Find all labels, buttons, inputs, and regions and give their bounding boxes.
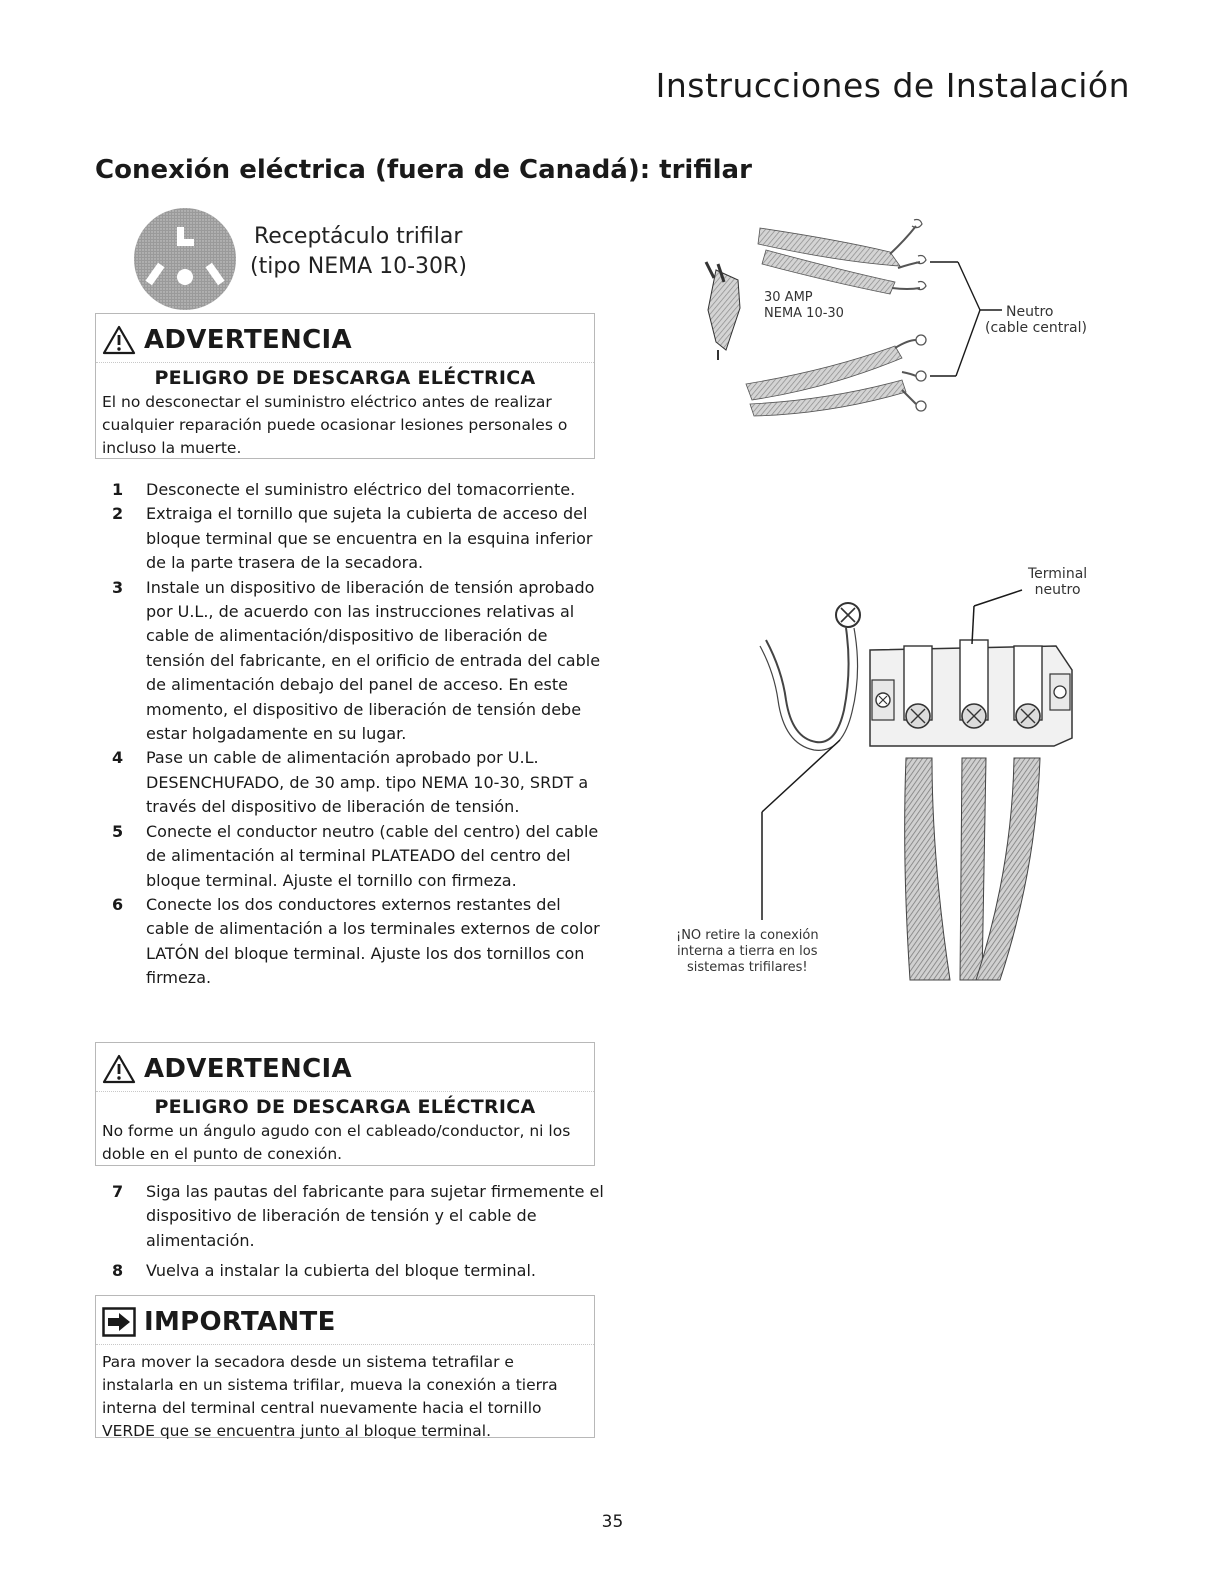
- step-number: 4: [112, 748, 124, 768]
- step-text: Siga las pautas del fabricante para sujetar firmemente el dispositivo de liberación de tensión y el cable de alimentación.: [146, 1182, 604, 1250]
- step-text: Vuelva a instalar la cubierta del bloque terminal.: [146, 1261, 536, 1281]
- step-item: [112, 576, 607, 747]
- step-number: 2: [112, 504, 124, 524]
- section-title: Conexión eléctrica (fuera de Canadá): trifilar: [95, 155, 752, 185]
- step-number: 5: [112, 821, 124, 841]
- step-text: Desconecte el suministro eléctrico del tomacorriente.: [146, 480, 576, 499]
- step-text: Conecte el conductor neutro (cable del centro) del cable de alimentación al terminal PLATEADO del centro del bloque terminal. Ajuste el tornillo con firmeza.: [146, 821, 599, 890]
- step-item: [112, 1259, 607, 1283]
- step-item: [112, 478, 607, 502]
- arrow-right-icon: [102, 1307, 136, 1337]
- important-title: IMPORTANTE: [144, 1307, 336, 1337]
- warning-triangle-icon: [102, 1054, 136, 1084]
- warning-triangle-icon: [102, 325, 136, 355]
- plug-amp-label: 30 AMP: [764, 290, 813, 305]
- step-number: 8: [112, 1261, 124, 1281]
- warning-box: [95, 313, 595, 459]
- page-header: Instrucciones de Instalación: [655, 66, 1130, 105]
- terminal-block-diagram: [680, 560, 1100, 990]
- step-text: Conecte los dos conductores externos restantes del cable de alimentación a los terminales externos de color LATÓN del bloque terminal. Ajuste los dos tornillos con firmeza.: [146, 894, 600, 988]
- ground-warning-line1: ¡NO retire la conexión: [676, 928, 819, 943]
- important-header: [96, 1296, 594, 1345]
- step-item: [112, 746, 607, 819]
- warning-box: [95, 1042, 595, 1166]
- neutral-terminal-label: [1028, 566, 1087, 598]
- important-body: Para mover la secadora desde un sistema tetrafilar e instalarla en un sistema trifilar, mueva la conexión a tierra interna del terminal central nuevamente hacia el tornillo VERDE que se encuentra junto al bloque terminal.: [102, 1353, 558, 1440]
- step-number: 6: [112, 894, 124, 914]
- step-item: [112, 1180, 607, 1253]
- steps-list: [112, 478, 607, 991]
- step-item: [112, 502, 607, 575]
- step-number: 1: [112, 480, 124, 499]
- warning-title: ADVERTENCIA: [144, 1054, 352, 1084]
- step-text: Pase un cable de alimentación aprobado por U.L. DESENCHUFADO, de 30 amp. tipo NEMA 10-30, SRDT a través del dispositivo de liberación de tensión.: [146, 748, 589, 817]
- ground-warning-label: [676, 928, 819, 976]
- receptacle-icon: [133, 207, 237, 311]
- plug-nema-label: NEMA 10-30: [764, 306, 844, 321]
- warning-subtitle: PELIGRO DE DESCARGA ELÉCTRICA: [154, 1096, 536, 1118]
- warning-header: [96, 1043, 594, 1092]
- receptacle-type: (tipo NEMA 10-30R): [250, 254, 467, 279]
- neutral-terminal-title: Terminal: [1028, 566, 1088, 582]
- step-number: 3: [112, 577, 124, 597]
- warning-subtitle: PELIGRO DE DESCARGA ELÉCTRICA: [154, 367, 536, 389]
- warning-header: [96, 314, 594, 363]
- step-text: Instale un dispositivo de liberación de tensión aprobado por U.L., de acuerdo con las instrucciones relativas al cable de alimentación/dispositivo de liberación de tensión del fabricante, en el orificio de entrada del cable de alimentación debajo del panel de acceso. En este momento, el dispositivo de liberación de tensión debe estar holgadamente en su lugar.: [146, 577, 601, 744]
- receptacle-label: [250, 222, 467, 282]
- neutral-label: [985, 304, 1087, 336]
- step-text: Extraiga el tornillo que sujeta la cubierta de acceso del bloque terminal que se encuentra en la esquina inferior de la parte trasera de la secadora.: [146, 504, 593, 573]
- step-item: [112, 893, 607, 991]
- plug-label: [764, 290, 844, 322]
- steps-list: [112, 1180, 607, 1284]
- step-number: 7: [112, 1182, 124, 1201]
- receptacle-title: Receptáculo trifilar: [254, 224, 463, 249]
- important-box: [95, 1295, 595, 1438]
- step-item: [112, 820, 607, 893]
- page-number: 35: [601, 1512, 624, 1532]
- warning-body: No forme un ángulo agudo con el cableado/conductor, ni los doble en el punto de conexión.: [102, 1122, 571, 1163]
- ground-warning-line3: sistemas trifilares!: [686, 960, 808, 975]
- neutral-label-note: (cable central): [985, 320, 1087, 336]
- neutral-terminal-note: neutro: [1034, 582, 1081, 598]
- warning-body: El no desconectar el suministro eléctrico antes de realizar cualquier reparación puede ocasionar lesiones personales o incluso la muerte.: [102, 393, 568, 457]
- neutral-label-title: Neutro: [1006, 304, 1054, 320]
- ground-warning-line2: interna a tierra en los: [677, 944, 818, 959]
- warning-title: ADVERTENCIA: [144, 325, 352, 355]
